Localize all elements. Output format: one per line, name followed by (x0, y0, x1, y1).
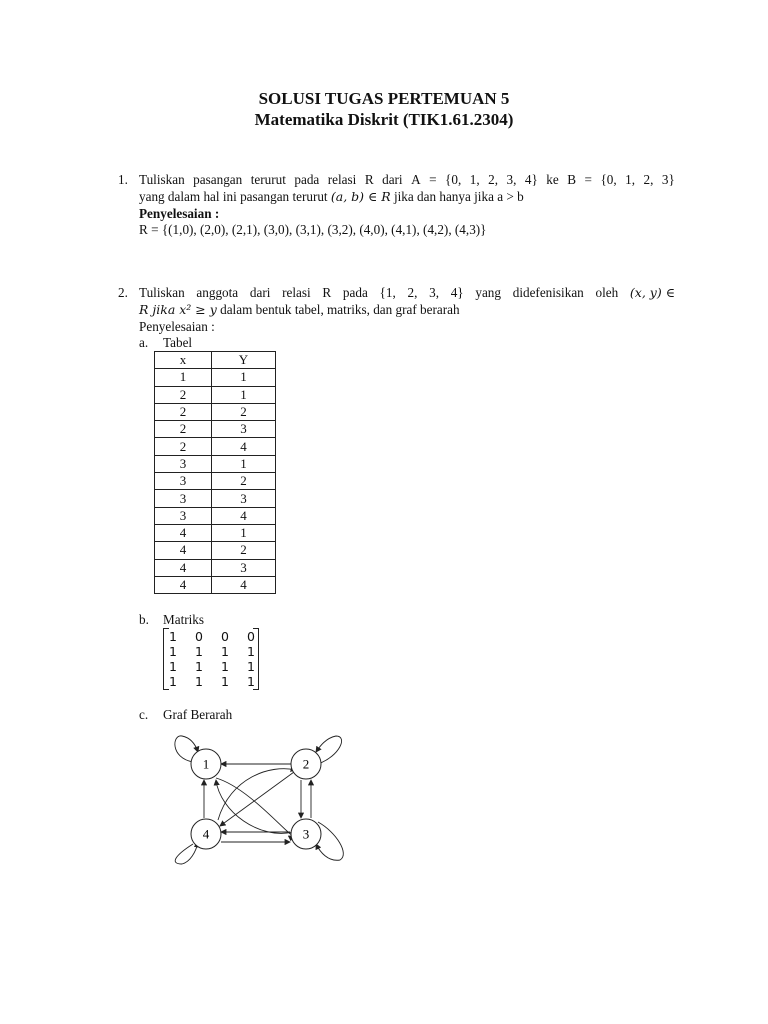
table-cell-x: 3 (155, 490, 212, 507)
question-1-math: (a, b) ∈ R (330, 189, 391, 204)
matrix-row (169, 629, 255, 644)
part-c-label: c. (139, 707, 149, 722)
matrix-cell: 1 (221, 659, 229, 674)
part-a-label: a. (139, 335, 149, 350)
q1-word: pada (294, 172, 320, 187)
q1-word: pasangan (193, 172, 243, 187)
q1-word: ke (546, 172, 559, 187)
table-row (155, 455, 276, 472)
question-2-line-1 (139, 285, 675, 301)
q1-word: {0, (600, 172, 617, 187)
matrix-row (169, 674, 255, 689)
q1-word: 2, (488, 172, 499, 187)
node-2-label: 2 (302, 756, 310, 772)
q2-word: oleh (595, 285, 619, 300)
table-cell-x: 2 (155, 438, 212, 455)
table-row (155, 386, 276, 403)
table-cell-x: 3 (155, 507, 212, 524)
matrix-row (169, 644, 255, 659)
table-cell-x: 4 (155, 542, 212, 559)
matrix-cell: 1 (247, 674, 255, 689)
matrix-cell: 1 (221, 644, 229, 659)
matrix-cell: 1 (195, 644, 203, 659)
table-cell-x: 3 (155, 455, 212, 472)
table-cell-y: 1 (212, 524, 276, 541)
table-cell-y: 1 (212, 369, 276, 386)
relation-matrix (163, 628, 259, 690)
q1-word: = (429, 172, 437, 187)
q1-word: B (567, 172, 577, 187)
table-header-y: Y (212, 352, 276, 369)
q2-word: yang (475, 285, 501, 300)
node-1 (191, 749, 221, 779)
matrix-cell: 0 (221, 629, 229, 644)
q2-word: relasi (282, 285, 311, 300)
matrix-cell: 1 (169, 644, 177, 659)
table-row (155, 507, 276, 524)
table-row (155, 421, 276, 438)
question-2-answer-label: Penyelesaian : (139, 319, 215, 334)
node-3 (291, 819, 321, 849)
part-b-label: b. (139, 612, 149, 627)
node-4 (191, 819, 221, 849)
edge-4-2 (218, 769, 296, 820)
question-1-line-2-post: jika dan hanya jika a > b (390, 189, 524, 204)
q1-word: = (584, 172, 592, 187)
q2-word: dari (249, 285, 271, 300)
question-2-math: R jika x² ≥ y (139, 302, 217, 317)
matrix-row (169, 659, 255, 674)
part-b-title: Matriks (163, 612, 205, 627)
q2-word: 4} (450, 285, 464, 300)
table-cell-y: 4 (212, 576, 276, 593)
q2-word: 2, (407, 285, 418, 300)
q2-word: 3, (429, 285, 439, 300)
q1-word: Tuliskan (139, 172, 185, 187)
directed-graph (160, 728, 360, 868)
table-cell-x: 4 (155, 524, 212, 541)
table-cell-y: 4 (212, 438, 276, 455)
table-row (155, 403, 276, 420)
table-cell-x: 3 (155, 473, 212, 490)
q1-word: 1, (469, 172, 480, 187)
matrix-cell: 0 (247, 629, 255, 644)
table-cell-x: 1 (155, 369, 212, 386)
q2-word: (x, y) ∈ (629, 285, 675, 300)
table-cell-y: 2 (212, 403, 276, 420)
q2-word: anggota (196, 285, 239, 300)
matrix-cell: 1 (221, 674, 229, 689)
document-title: SOLUSI TUGAS PERTEMUAN 5 (258, 89, 510, 108)
q1-word: A (411, 172, 421, 187)
table-row (155, 559, 276, 576)
table-cell-x: 4 (155, 559, 212, 576)
table-cell-y: 4 (212, 507, 276, 524)
table-header-row (155, 352, 276, 369)
table-header-x: x (155, 352, 212, 369)
table-cell-x: 2 (155, 386, 212, 403)
table-row (155, 490, 276, 507)
table-cell-y: 2 (212, 473, 276, 490)
table-cell-y: 3 (212, 421, 276, 438)
question-1-answer: R = {(1,0), (2,0), (2,1), (3,0), (3,1), (3,2), (4,0), (4,1), (4,2), (4,3)} (139, 222, 487, 237)
q1-word: R (364, 172, 374, 187)
node-3-label: 3 (302, 826, 310, 842)
relation-table (154, 351, 276, 594)
table-cell-x: 2 (155, 421, 212, 438)
node-2 (291, 749, 321, 779)
table-row (155, 524, 276, 541)
matrix-cell: 1 (195, 674, 203, 689)
q1-word: relasi (327, 172, 357, 187)
q1-word: terurut (250, 172, 286, 187)
table-row (155, 369, 276, 386)
q1-word: 1, (625, 172, 636, 187)
node-4-label: 4 (202, 826, 210, 842)
table-row (155, 473, 276, 490)
q1-word: 3, (506, 172, 517, 187)
document-subtitle: Matematika Diskrit (TIK1.61.2304) (254, 110, 514, 129)
part-a-title: Tabel (163, 335, 193, 350)
table-cell-x: 2 (155, 403, 212, 420)
table-cell-y: 2 (212, 542, 276, 559)
table-cell-y: 3 (212, 490, 276, 507)
matrix-cell: 1 (169, 629, 177, 644)
table-row (155, 438, 276, 455)
q1-word: 2, (643, 172, 654, 187)
part-c-title: Graf Berarah (163, 707, 233, 722)
table-row (155, 542, 276, 559)
question-1-line-1 (139, 172, 675, 188)
question-1-line-2 (139, 189, 524, 205)
matrix-cell: 0 (195, 629, 203, 644)
table-cell-y: 1 (212, 386, 276, 403)
matrix-cell: 1 (169, 674, 177, 689)
question-2-line-2-post: dalam bentuk tabel, matriks, dan graf berarah (216, 302, 460, 317)
q2-word: {1, (379, 285, 396, 300)
question-1-line-2-pre: yang dalam hal ini pasangan terurut (139, 189, 331, 204)
q1-word: dari (382, 172, 403, 187)
matrix-cell: 1 (169, 659, 177, 674)
q2-word: didefenisikan (512, 285, 584, 300)
matrix-cell: 1 (247, 644, 255, 659)
question-2-line-2 (139, 302, 460, 318)
q2-word: pada (342, 285, 368, 300)
q1-word: 3} (661, 172, 675, 187)
table-cell-x: 4 (155, 576, 212, 593)
table-cell-y: 1 (212, 455, 276, 472)
q2-word: R (322, 285, 332, 300)
matrix-cell: 1 (195, 659, 203, 674)
question-1-number: 1. (118, 172, 128, 187)
q1-word: 4} (524, 172, 538, 187)
edge-4-4-loop (175, 842, 198, 864)
question-1-answer-label: Penyelesaian : (139, 206, 220, 221)
q1-word: {0, (445, 172, 462, 187)
node-1-label: 1 (202, 756, 210, 772)
q2-word: Tuliskan (139, 285, 185, 300)
table-cell-y: 3 (212, 559, 276, 576)
matrix-cell: 1 (247, 659, 255, 674)
table-row (155, 576, 276, 593)
question-2-number: 2. (118, 285, 128, 300)
edge-2-4 (220, 772, 294, 826)
